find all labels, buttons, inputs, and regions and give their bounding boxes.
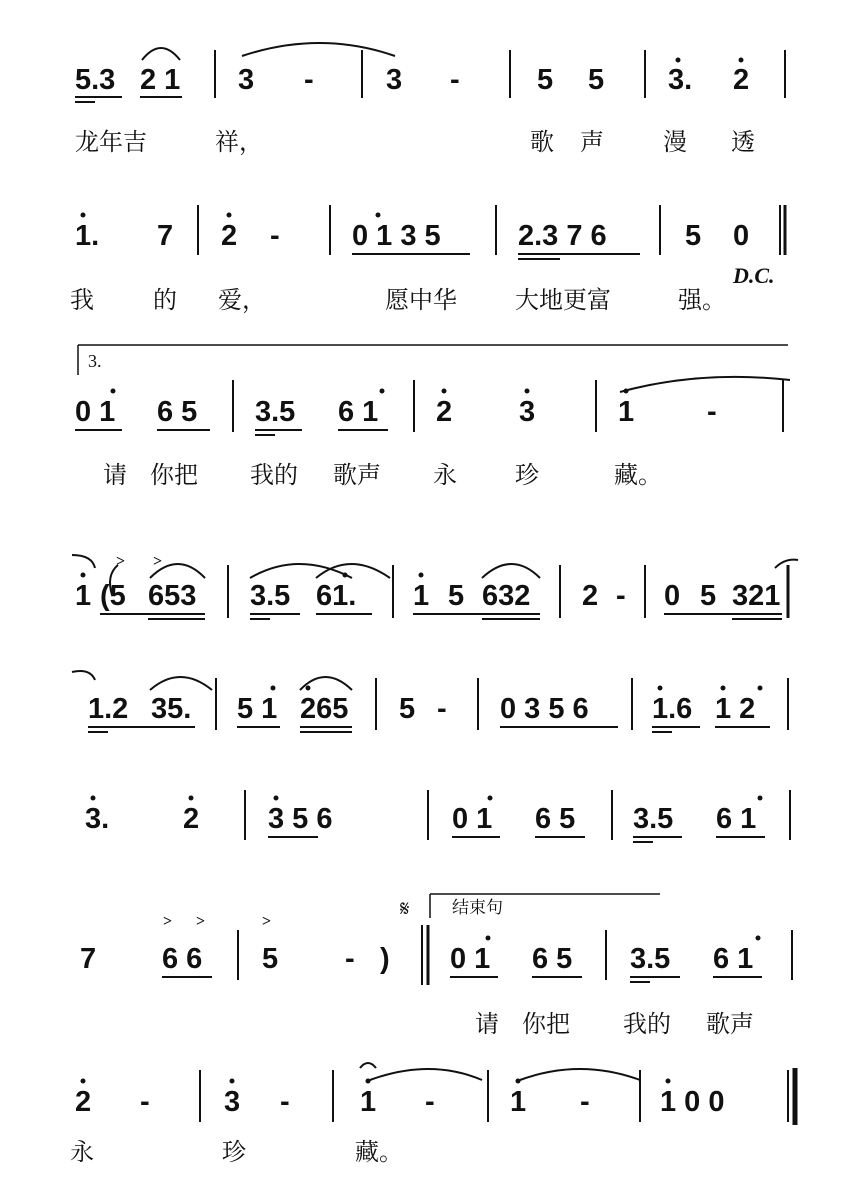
dash: - xyxy=(437,693,447,725)
lyric: 漫 xyxy=(663,128,687,156)
lyric: 我 xyxy=(70,286,94,314)
dash: - xyxy=(345,943,355,975)
note-group: 2.3 7 6 xyxy=(518,220,607,252)
note-group: 3.5 xyxy=(255,396,296,428)
note: 1 xyxy=(75,580,92,612)
note-group: 3.5 xyxy=(633,803,674,835)
note: 5 xyxy=(588,64,605,96)
note: 2 xyxy=(582,580,599,612)
volta-number: 3. xyxy=(88,351,102,371)
dash: - xyxy=(280,1086,290,1118)
note-group: 6 1 xyxy=(713,943,754,975)
note: 1 xyxy=(618,396,635,428)
note: 1. xyxy=(75,220,100,252)
dash: - xyxy=(450,64,460,96)
lyric: 祥， xyxy=(215,128,263,156)
dash: - xyxy=(707,396,717,428)
lyric: 歌 xyxy=(530,128,554,156)
dash: - xyxy=(580,1086,590,1118)
lyric: 请 xyxy=(103,461,127,489)
lyric: 的 xyxy=(153,286,177,314)
dash: - xyxy=(304,64,314,96)
note-group: 265 xyxy=(300,693,349,725)
note-group: 3 5 6 xyxy=(268,803,333,835)
note-group: 321 xyxy=(732,580,781,612)
lyric: 愿中华 xyxy=(385,286,457,314)
note: 0 xyxy=(733,220,750,252)
note-group: 0 3 5 6 xyxy=(500,693,589,725)
lyric: 歌声 xyxy=(333,461,381,489)
lyric: 珍 xyxy=(222,1138,246,1166)
lyric: 你把 xyxy=(150,461,198,489)
accent-mark: > xyxy=(116,553,126,570)
lyric: 永 xyxy=(433,461,457,489)
segno-icon: 𝄋 xyxy=(400,896,410,921)
note: 5 xyxy=(399,693,416,725)
note-group: 6 5 xyxy=(535,803,576,835)
note-group: 6 1 xyxy=(338,396,379,428)
dc-marking: D.C. xyxy=(733,263,775,288)
note-group: 61. xyxy=(316,580,357,612)
accent-mark: > xyxy=(262,913,272,930)
note-group: 35. xyxy=(151,693,192,725)
note-group: 653 xyxy=(148,580,197,612)
note-group: 0 1 xyxy=(452,803,493,835)
note: 3. xyxy=(668,64,693,96)
note: 1 xyxy=(360,1086,377,1118)
note: 2 xyxy=(75,1086,92,1118)
dash: - xyxy=(616,580,626,612)
note: 1 xyxy=(413,580,430,612)
note: 1 xyxy=(510,1086,527,1118)
note: 3 xyxy=(386,64,403,96)
close-paren: ) xyxy=(380,943,390,975)
note-group: 6 6 xyxy=(162,943,203,975)
lyric: 我的 xyxy=(250,461,298,489)
note: 3 xyxy=(519,396,536,428)
lyric: 藏。 xyxy=(355,1138,403,1166)
note-group: 3.5 xyxy=(250,580,291,612)
note-group: 1.2 xyxy=(88,693,129,725)
note: 5 xyxy=(700,580,717,612)
lyric: 永 xyxy=(70,1138,94,1166)
lyric: 大地更富 xyxy=(515,286,611,314)
note: 2 xyxy=(221,220,238,252)
note-group: 0 1 xyxy=(450,943,491,975)
note: 0 xyxy=(664,580,681,612)
note-group: 3.5 xyxy=(630,943,671,975)
note-group: 5 1 xyxy=(237,693,278,725)
accent-mark: > xyxy=(196,913,206,930)
lyric: 你把 xyxy=(522,1010,570,1038)
note: 7 xyxy=(80,943,97,975)
note-group: 2 1 xyxy=(140,64,181,96)
note: 3. xyxy=(85,803,110,835)
note-group: 5.3 xyxy=(75,64,116,96)
note: 5 xyxy=(448,580,465,612)
note: 5 xyxy=(537,64,554,96)
note-group: 0 1 3 5 xyxy=(352,220,441,252)
note: 7 xyxy=(157,220,174,252)
lyric: 珍 xyxy=(515,461,539,489)
lyric: 藏。 xyxy=(614,461,662,489)
lyric: 龙年吉 xyxy=(75,128,147,156)
note: 2 xyxy=(183,803,200,835)
dash: - xyxy=(270,220,280,252)
note-group: 1.6 xyxy=(652,693,693,725)
note: 3 xyxy=(224,1086,241,1118)
lyric: 透 xyxy=(731,128,755,156)
lyric: 请 xyxy=(475,1010,499,1038)
note-group: 632 xyxy=(482,580,531,612)
note: 5 xyxy=(262,943,279,975)
octave-dots xyxy=(81,58,763,1084)
slurs xyxy=(72,43,798,1080)
coda-label: 结束句 xyxy=(452,898,503,918)
note-group: 6 1 xyxy=(716,803,757,835)
lyric: 歌声 xyxy=(706,1010,754,1038)
accent-mark: > xyxy=(153,553,163,570)
dash: - xyxy=(140,1086,150,1118)
note-group: 0 1 xyxy=(75,396,116,428)
dash: - xyxy=(425,1086,435,1118)
accent-mark: > xyxy=(163,913,173,930)
lyric: 我的 xyxy=(623,1010,671,1038)
note-group: 1 0 0 xyxy=(660,1086,725,1118)
note-group: 6 5 xyxy=(157,396,198,428)
lyric: 爱， xyxy=(218,286,266,314)
note-group: 1 2 xyxy=(715,693,756,725)
note-group: 6 5 xyxy=(532,943,573,975)
note: 2 xyxy=(436,396,453,428)
note: (5 xyxy=(100,580,126,612)
note: 3 xyxy=(238,64,255,96)
note: 5 xyxy=(685,220,702,252)
note: 2 xyxy=(733,64,750,96)
lyric: 强。 xyxy=(678,286,726,314)
lyric: 声 xyxy=(580,128,604,156)
